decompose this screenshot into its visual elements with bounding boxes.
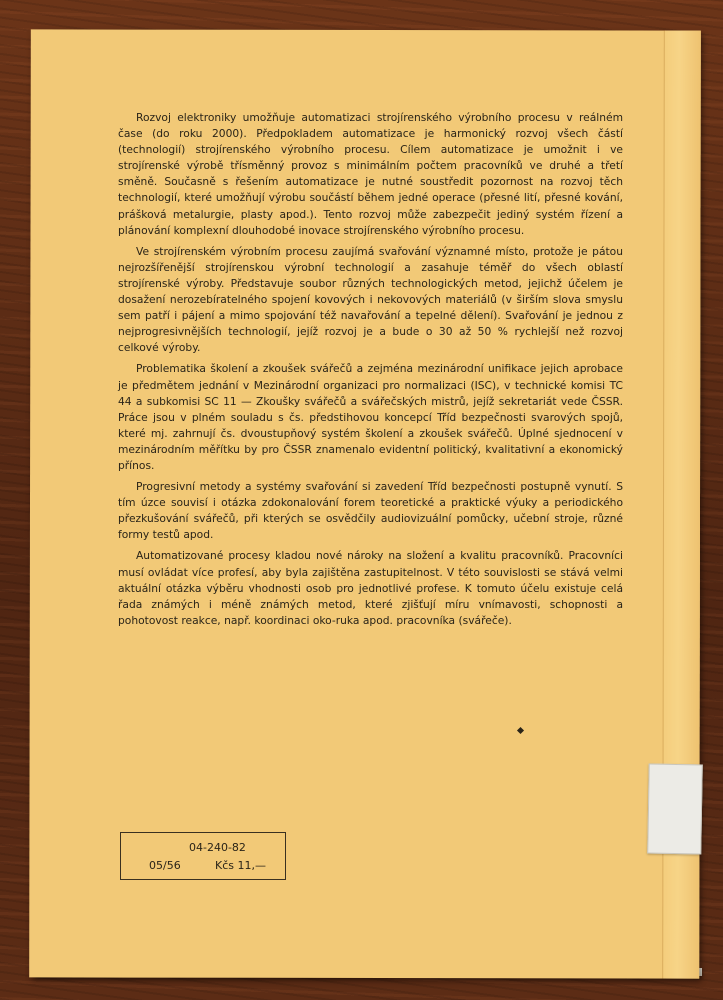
catalog-code: 04-240-82 [189,841,246,854]
catalog-number: 05/56 [149,859,181,872]
paragraph-automation: Rozvoj elektroniky umožňuje automatizaci strojírenského výrobního procesu v reálném čase (do roku 2000). Předpokladem automatizace je harmonický rozvoj všech částí (technologií) strojírenského výrobního procesu. Cílem automatizace je umožnit i ve strojírenské výrobě třísměnný provoz s minimálním počtem pracovníků ve druhé a třetí směně. Současně s řešením automatizace je nutné soustředit pozornost na rozvoj těch technologií, které umožňují výrobu součástí během jedné operace (přesné lití, přesné kování, prášková metalurgie, plasty apod.). Tento rozvoj může zabezpečit jediný systém řízení a plánování komplexní dlouhodobé inovace strojírenského výrobního procesu. [118,111,623,237]
paragraph-methods: Progresivní metody a systémy svařování si zavedení Tříd bezpečnosti postupně vynutí. S tím úzce souvisí i otázka zdokonalování forem teoretické a praktické výuky a periodického přezkušování svářečů, při kterých se osvědčily audiovizuální pomůcky, učební stroje, různé formy testů apod. [118,480,623,542]
library-sticker [647,764,703,855]
price-value: Kčs 11,— [215,859,266,872]
paragraph-training: Problematika školení a zkoušek svářečů a zejména mezinárodní unifikace jejich aprobace je předmětem jednání v Mezinárodní organizaci pro normalizaci (ISC), v technické komisi TC 44 a subkomisi SC 11 — Zkoušky svářečů a svářečských mistrů, jejíž sekretariát vede ČSSR. Práce jsou v plném souladu s čs. předstihovou koncepcí Tříd bezpečnosti svarových spojů, které mj. zahrnují čs. dvoustupňový systém školení a zkoušek svářečů. Úplné sjednocení v mezinárodním měřítku by pro ČSSR znamenalo evidentní politický, kvalitativní a ekonomický přínos. [118,362,623,472]
cover-text-block [118,110,623,634]
paragraph-welding-role: Ve strojírenském výrobním procesu zaujímá svařování významné místo, protože je pátou nejrozšířenější strojírenskou výrobní technologií a zasahuje téměř do všech oblastí strojírenské výroby. Představuje soubor různých technologických metod, jejichž účelem je dosažení nerozebíratelného spojení kovových i nekovových materiálů (v širším slova smyslu sem patří i pájení a mimo spojování též navařování a tepelné dělení). Svařování je jednou z nejprogresivnějších technologií, jejíž rozvoj je a bude o 30 až 50 % rychlejší než rozvoj celkové výroby. [118,244,623,355]
price-box [120,832,286,880]
paragraph-workers: Automatizované procesy kladou nové nároky na složení a kvalitu pracovníků. Pracovníci musí ovládat více profesí, aby byla zajištěna zastupitelnost. V této souvislosti se stává velmi aktuální otázka výběru vhodnosti osob pro jednotlivé profese. K tomuto účelu existuje celá řada známých i méně známých metod, které zjišťují míru vnímavosti, schopnosti a pohotovost reakce, např. koordinaci oko-ruka apod. pracovníka (svářeče). [118,549,623,627]
